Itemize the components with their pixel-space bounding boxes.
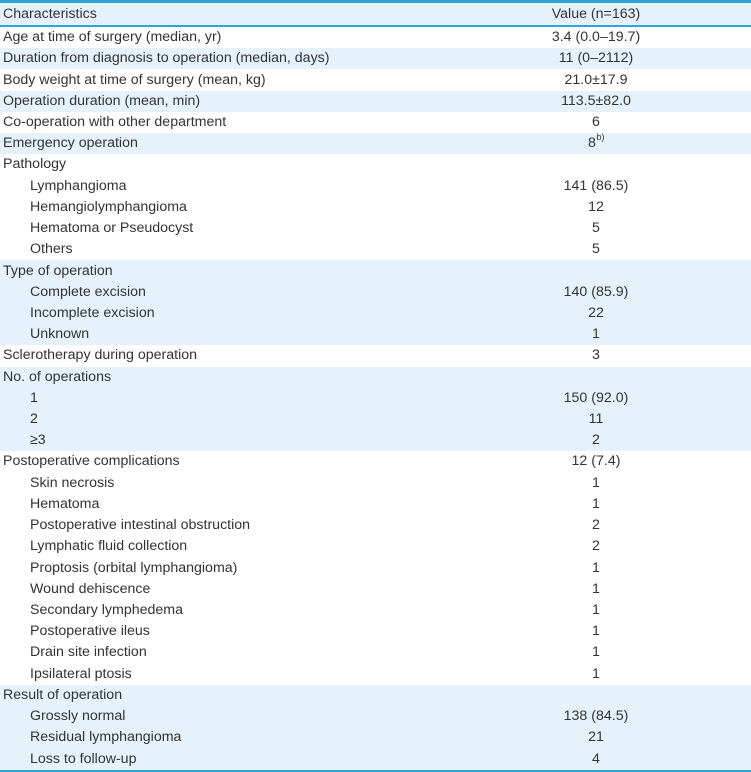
table-row [0,388,751,409]
row-value-text: 1 [592,665,600,682]
row-value [441,112,751,133]
row-value [441,430,751,451]
row-value [441,579,751,600]
row-label: Postoperative intestinal obstruction [30,517,251,534]
row-value-text: 1 [592,580,600,597]
row-value [441,536,751,557]
row-value [441,749,751,770]
table-row [0,218,751,239]
table-row [0,409,751,430]
table-row [0,579,751,600]
row-value [441,345,751,366]
row-value-text: 1 [592,326,600,343]
row-value-text: 1 [592,644,600,661]
row-value [441,558,751,579]
table-row [0,600,751,621]
header-value-label: Value (n=163) [551,5,641,22]
row-value [441,48,751,69]
row-value-text: 141 (86.5) [563,177,629,194]
row-value [441,91,751,112]
row-label: Pathology [3,156,67,173]
row-label: Skin necrosis [30,474,115,491]
row-value-text: 1 [592,559,600,576]
table-row [0,176,751,197]
table-row [0,473,751,494]
table-header-row [0,3,751,27]
row-value [441,600,751,621]
row-label: Body weight at time of surgery (mean, kg) [3,71,266,88]
row-value-text: 21.0±17.9 [564,71,628,88]
row-value [441,494,751,515]
row-value [441,324,751,345]
row-value-text: 21 [588,729,604,746]
row-label: Lymphatic fluid collection [30,538,188,555]
row-value-text: 1 [592,474,600,491]
row-label: Secondary lymphedema [30,602,183,619]
row-value-text: 2 [592,538,600,555]
table-row [0,133,751,154]
table-row [0,197,751,218]
row-value-text: 2 [592,432,600,449]
table-row [0,621,751,642]
table-row [0,260,751,281]
row-value-text: 1 [592,623,600,640]
row-label: Hematoma [30,495,100,512]
table-row [0,239,751,260]
table-row [0,494,751,515]
row-label: Loss to follow-up [30,750,137,767]
row-value [441,239,751,260]
row-value [441,218,751,239]
row-value-text: 5 [592,220,600,237]
table-row [0,345,751,366]
table-row [0,27,751,48]
row-value [441,133,751,154]
row-label: Co-operation with other department [3,113,227,130]
table-row [0,748,751,769]
row-value [441,451,751,472]
table-row [0,685,751,706]
row-value-text: 3.4 (0.0–19.7) [551,29,641,46]
row-value-text: 6 [592,113,600,130]
row-label: Others [30,241,73,258]
row-label: Proptosis (orbital lymphangioma) [30,559,238,576]
table-row [0,91,751,112]
row-label: ≥3 [30,432,46,449]
row-label: Operation duration (mean, min) [3,92,201,109]
row-value-text: 12 (7.4) [571,453,621,470]
row-value-text: 12 [588,198,604,215]
table-row [0,48,751,69]
row-value-text: 1 [592,495,600,512]
row-label: Residual lymphangioma [30,729,182,746]
row-value-text: 3 [592,347,600,364]
row-value-text: 11 (0–2112) [558,50,634,67]
row-value-text: 140 (85.9) [563,283,629,300]
row-value-text: 113.5±82.0 [561,92,631,109]
table-body [0,27,751,770]
table-row [0,727,751,748]
table-row [0,367,751,388]
row-value [441,176,751,197]
row-value-text: 138 (84.5) [563,708,629,725]
row-label: Postoperative complications [3,453,180,470]
header-characteristics-label: Characteristics [3,5,97,22]
row-label: Complete excision [30,283,146,300]
row-value-text: 2 [592,517,600,534]
row-value [441,642,751,663]
table-row [0,664,751,685]
row-label: Hematoma or Pseudocyst [30,220,194,237]
table-row [0,515,751,536]
row-label: 1 [30,389,38,406]
row-label: Sclerotherapy during operation [3,347,198,364]
row-value [441,409,751,430]
table-row [0,706,751,727]
row-value [441,303,751,324]
row-value [441,621,751,642]
row-value-text: 1 [592,602,600,619]
row-label: Ipsilateral ptosis [30,665,132,682]
row-value-text: 5 [592,241,600,258]
row-value [441,27,751,48]
row-value [441,388,751,409]
row-value [441,664,751,685]
row-label: 2 [30,411,38,428]
row-value-superscript: b) [596,132,605,143]
table-row [0,430,751,451]
row-label: Grossly normal [30,708,126,725]
row-label: Hemangiolymphangioma [30,198,187,215]
row-label: Unknown [30,326,90,343]
row-label: Lymphangioma [30,177,127,194]
table-row [0,154,751,175]
row-value [441,473,751,494]
row-label: Wound dehiscence [30,580,151,597]
row-label: Type of operation [3,262,113,279]
row-label: Duration from diagnosis to operation (median, days) [3,50,330,67]
row-label: No. of operations [3,368,112,385]
row-label: Postoperative ileus [30,623,150,640]
table-row [0,324,751,345]
row-label: Incomplete excision [30,304,155,321]
table-row [0,303,751,324]
table-row [0,642,751,663]
row-label: Emergency operation [3,135,138,152]
row-label: Result of operation [3,686,123,703]
row-value-text: 8 [588,135,596,152]
table-row [0,282,751,303]
table-row [0,557,751,578]
row-label: Age at time of surgery (median, yr) [3,29,222,46]
table-row [0,536,751,557]
row-value [441,70,751,91]
row-value [441,706,751,727]
row-value [441,727,751,748]
row-value [441,197,751,218]
row-value-text: 150 (92.0) [563,389,629,406]
table-row [0,451,751,472]
row-value-text: 4 [592,750,600,767]
row-label: Drain site infection [30,644,147,661]
table-row [0,112,751,133]
row-value-text: 11 [588,411,604,428]
table-row [0,69,751,90]
row-value [441,515,751,536]
row-value-text: 22 [588,304,604,321]
row-value [441,282,751,303]
